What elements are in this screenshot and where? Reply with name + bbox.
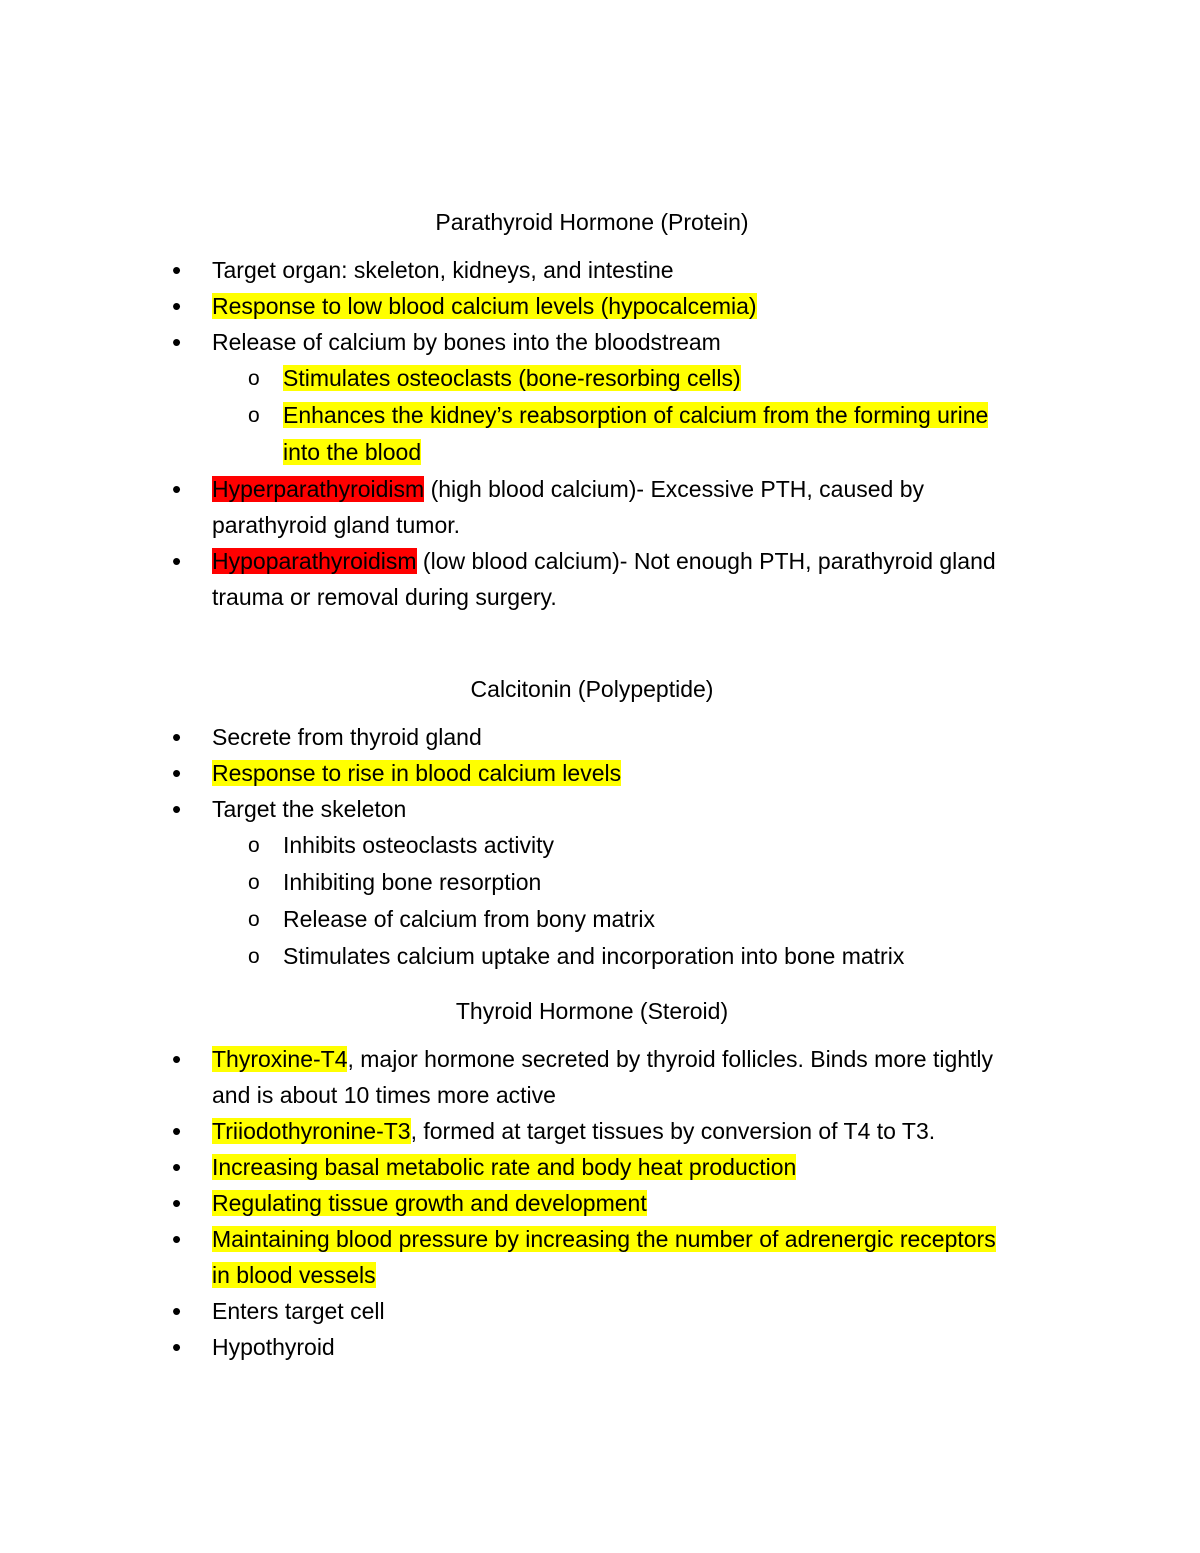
pth-sub-list bbox=[212, 360, 1012, 471]
list-item bbox=[172, 1149, 1012, 1185]
pth-term-hyper: Hyperparathyroidism bbox=[212, 476, 425, 502]
calcitonin-sub-list bbox=[212, 827, 1012, 975]
thyroid-t4-description: , major hormone secreted by thyroid follicles. Binds more tightly and is about 10 times more active bbox=[212, 1046, 994, 1108]
thyroid-term-t3: Triiodothyronine-T3 bbox=[212, 1118, 411, 1144]
sub-list-item bbox=[172, 397, 1012, 471]
calcitonin-sub-inhibits: Inhibits osteoclasts activity bbox=[283, 832, 555, 858]
pth-section bbox=[172, 200, 1012, 615]
sub-list-item bbox=[172, 360, 1012, 397]
list-item bbox=[172, 543, 1012, 615]
pth-hypo-description: (low blood calcium)- Not enough PTH, parathyroid gland trauma or removal during surgery. bbox=[212, 548, 996, 610]
thyroid-section bbox=[172, 989, 1012, 1365]
document-body bbox=[172, 200, 1012, 1365]
list-item bbox=[172, 1329, 1012, 1365]
calcitonin-item-secrete: Secrete from thyroid gland bbox=[212, 724, 482, 750]
calcitonin-sub-uptake: Stimulates calcium uptake and incorporation into bone matrix bbox=[283, 943, 905, 969]
sub-list-item bbox=[172, 901, 1012, 938]
calcitonin-sub-release: Release of calcium from bony matrix bbox=[283, 906, 655, 932]
list-item bbox=[172, 755, 1012, 791]
list-item bbox=[172, 1221, 1012, 1293]
list-item bbox=[172, 1185, 1012, 1221]
pth-term-hypo: Hypoparathyroidism bbox=[212, 548, 417, 574]
list-item bbox=[172, 791, 1012, 975]
pth-heading: Parathyroid Hormone (Protein) bbox=[435, 209, 749, 235]
list-item bbox=[172, 1293, 1012, 1329]
thyroid-term-t4: Thyroxine-T4 bbox=[212, 1046, 348, 1072]
sub-list-item bbox=[172, 938, 1012, 975]
pth-sub-kidney: Enhances the kidney’s reabsorption of calcium from the forming urine into the blood bbox=[283, 402, 989, 465]
list-item bbox=[172, 471, 1012, 543]
sub-list-item bbox=[172, 864, 1012, 901]
list-item bbox=[172, 288, 1012, 324]
thyroid-item-growth: Regulating tissue growth and development bbox=[212, 1190, 647, 1216]
thyroid-heading: Thyroid Hormone (Steroid) bbox=[455, 998, 729, 1024]
calcitonin-list bbox=[172, 719, 1012, 975]
pth-item-target-organ: Target organ: skeleton, kidneys, and intestine bbox=[212, 257, 674, 283]
sub-list-item bbox=[172, 827, 1012, 864]
thyroid-item-hypothyroid: Hypothyroid bbox=[212, 1334, 335, 1360]
list-item bbox=[172, 252, 1012, 288]
pth-hyper-description: (high blood calcium)- Excessive PTH, caused by parathyroid gland tumor. bbox=[212, 476, 925, 538]
thyroid-list bbox=[172, 1041, 1012, 1365]
pth-list bbox=[172, 252, 1012, 615]
calcitonin-section bbox=[172, 667, 1012, 975]
thyroid-item-blood-pressure: Maintaining blood pressure by increasing the number of adrenergic receptors in blood vessels bbox=[212, 1226, 996, 1288]
list-item bbox=[172, 1041, 1012, 1113]
pth-item-response: Response to low blood calcium levels (hypocalcemia) bbox=[212, 293, 757, 319]
calcitonin-item-response: Response to rise in blood calcium levels bbox=[212, 760, 622, 786]
list-item bbox=[172, 324, 1012, 471]
calcitonin-sub-resorption: Inhibiting bone resorption bbox=[283, 869, 542, 895]
calcitonin-heading: Calcitonin (Polypeptide) bbox=[470, 676, 714, 702]
pth-item-release: Release of calcium by bones into the bloodstream bbox=[212, 329, 721, 355]
pth-sub-osteoclasts: Stimulates osteoclasts (bone-resorbing cells) bbox=[283, 365, 741, 391]
thyroid-item-metabolic: Increasing basal metabolic rate and body heat production bbox=[212, 1154, 797, 1180]
calcitonin-item-target: Target the skeleton bbox=[212, 796, 407, 822]
thyroid-t3-description: , formed at target tissues by conversion of T4 to T3. bbox=[410, 1118, 936, 1144]
thyroid-item-enters: Enters target cell bbox=[212, 1298, 385, 1324]
list-item bbox=[172, 1113, 1012, 1149]
list-item bbox=[172, 719, 1012, 755]
